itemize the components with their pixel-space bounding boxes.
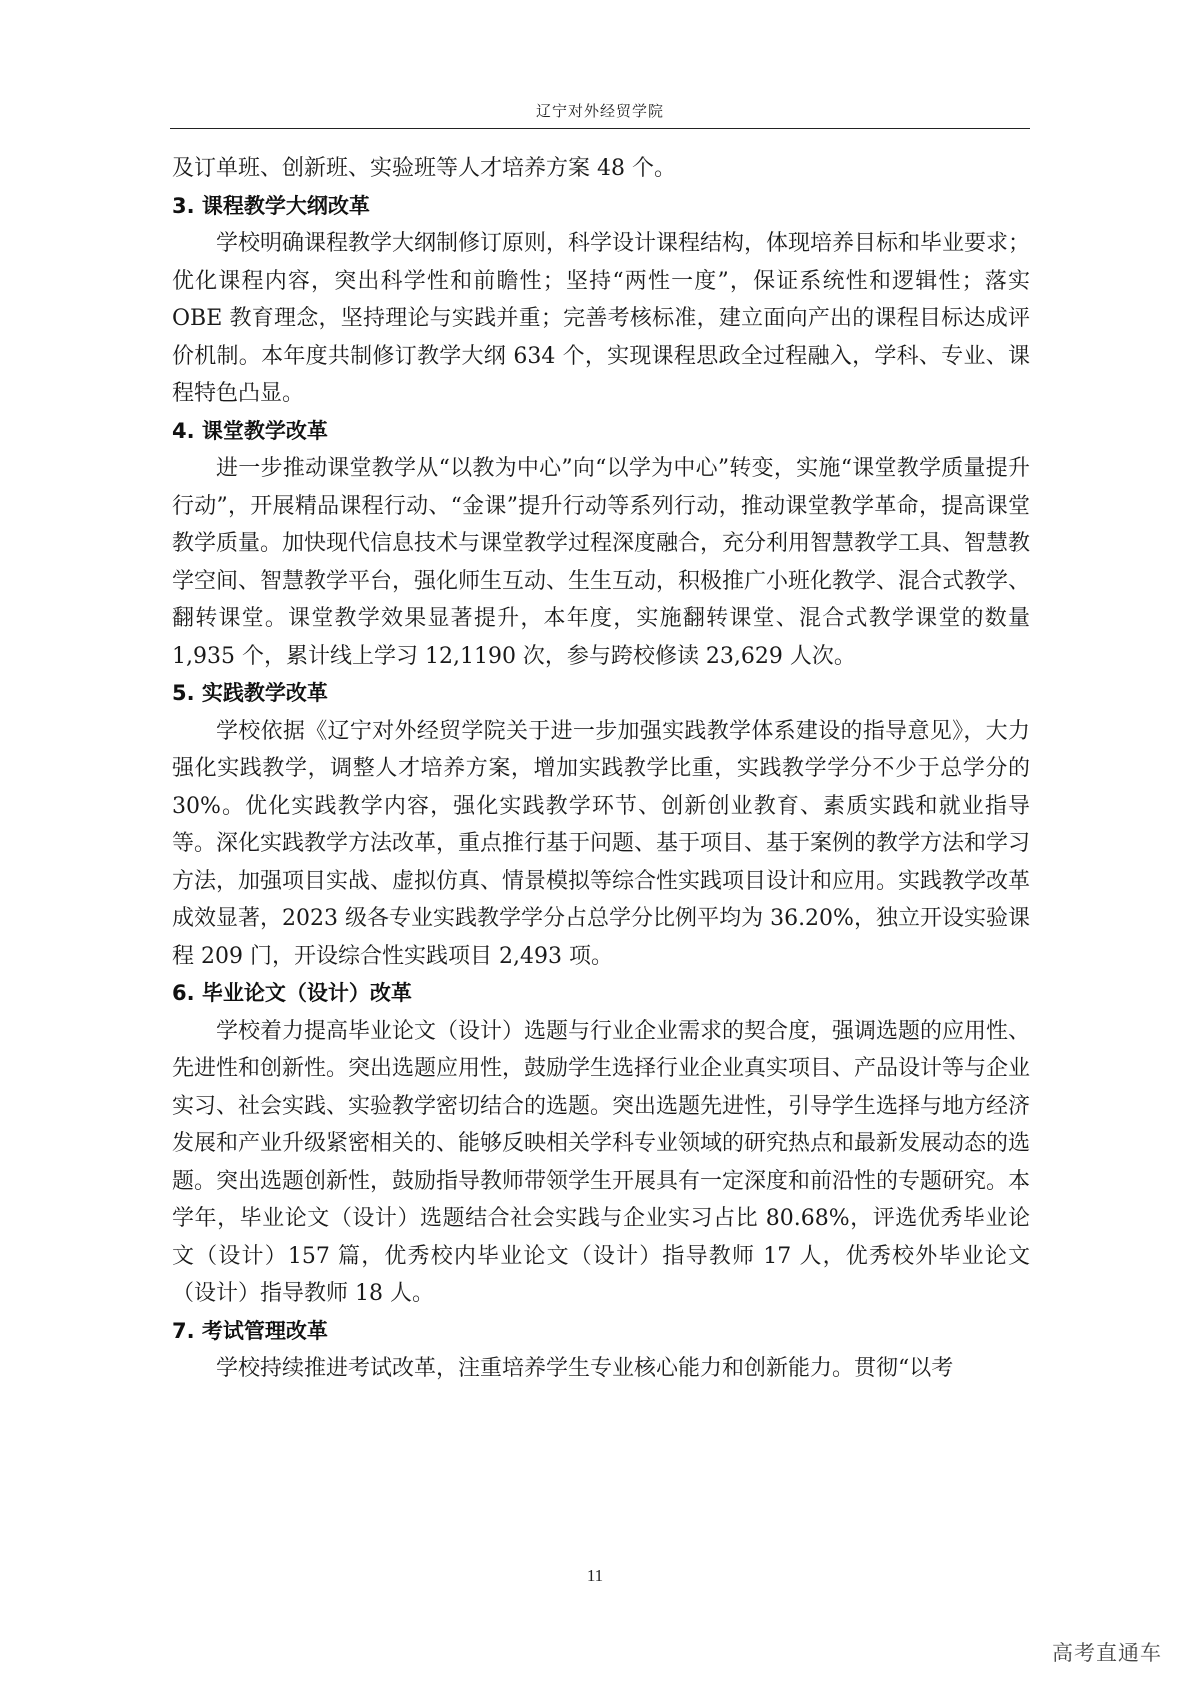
document-body (172, 150, 1030, 1388)
section-body-practice: 学校依据《辽宁对外经贸学院关于进一步加强实践教学体系建设的指导意见》，大力强化实践教学，调整人才培养方案，增加实践教学比重，实践教学学分不少于总学分的 30%。优化实践教学内容，强化实践教学环节、创新创业教育、素质实践和就业指导等。深化实践教学方法改革，重点推行基于问题、基于项目、基于案例的教学方法和学习方法，加强项目实战、虚拟仿真、情景模拟等综合性实践项目设计和应用。实践教学改革成效显著，2023 级各专业实践教学学分占总学分比例平均为 36.20%，独立开设实验课程 209 门，开设综合性实践项目 2,493 项。 (172, 718, 1031, 969)
intro-paragraph: 及订单班、创新班、实验班等人才培养方案 48 个。 (172, 156, 676, 181)
section-heading-classroom: 4. 课堂教学改革 (172, 418, 328, 443)
header-divider (170, 128, 1030, 129)
watermark-text: 高考直通车 (1052, 1641, 1162, 1665)
page-header-title: 辽宁对外经贸学院 (535, 102, 664, 120)
section-body-thesis: 学校着力提高毕业论文（设计）选题与行业企业需求的契合度，强调选题的应用性、先进性和创新性。突出选题应用性，鼓励学生选择行业企业真实项目、产品设计等与企业实习、社会实践、实验教学密切结合的选题。突出选题先进性，引导学生选择与地方经济发展和产业升级紧密相关的、能够反映相关学科专业领域的研究热点和最新发展动态的选题。突出选题创新性，鼓励指导教师带领学生开展具有一定深度和前沿性的专题研究。本学年，毕业论文（设计）选题结合社会实践与企业实习占比 80.68%，评选优秀毕业论文（设计）157 篇，优秀校内毕业论文（设计）指导教师 17 人，优秀校外毕业论文（设计）指导教师 18 人。 (172, 1018, 1031, 1306)
section-heading-practice: 5. 实践教学改革 (172, 681, 328, 705)
section-heading-thesis: 6. 毕业论文（设计）改革 (172, 981, 412, 1005)
section-heading-exam: 7. 考试管理改革 (172, 1318, 328, 1343)
section-body-syllabus: 学校明确课程教学大纲制修订原则，科学设计课程结构，体现培养目标和毕业要求；优化课程内容，突出科学性和前瞻性；坚持“两性一度”，保证系统性和逻辑性；落实 OBE 教育理念，坚持理论与实践并重；完善考核标准，建立面向产出的课程目标达成评价机制。本年度共制修订教学大纲 634 个，实现课程思政全过程融入，学科、专业、课程特色凸显。 (172, 231, 1031, 406)
section-body-exam: 学校持续推进考试改革，注重培养学生专业核心能力和创新能力。贯彻“以考 (216, 1356, 954, 1381)
page-number: 11 (586, 1566, 604, 1585)
section-body-classroom: 进一步推动课堂教学从“以教为中心”向“以学为中心”转变，实施“课堂教学质量提升行动”，开展精品课程行动、“金课”提升行动等系列行动，推动课堂教学革命，提高课堂教学质量。加快现代信息技术与课堂教学过程深度融合，充分利用智慧教学工具、智慧教学空间、智慧教学平台，强化师生互动、生生互动，积极推广小班化教学、混合式教学、翻转课堂。课堂教学效果显著提升，本年度，实施翻转课堂、混合式教学课堂的数量 1,935 个，累计线上学习 12,1190 次，参与跨校修读 23,629 人次。 (172, 456, 1031, 669)
section-heading-syllabus: 3. 课程教学大纲改革 (172, 193, 370, 218)
